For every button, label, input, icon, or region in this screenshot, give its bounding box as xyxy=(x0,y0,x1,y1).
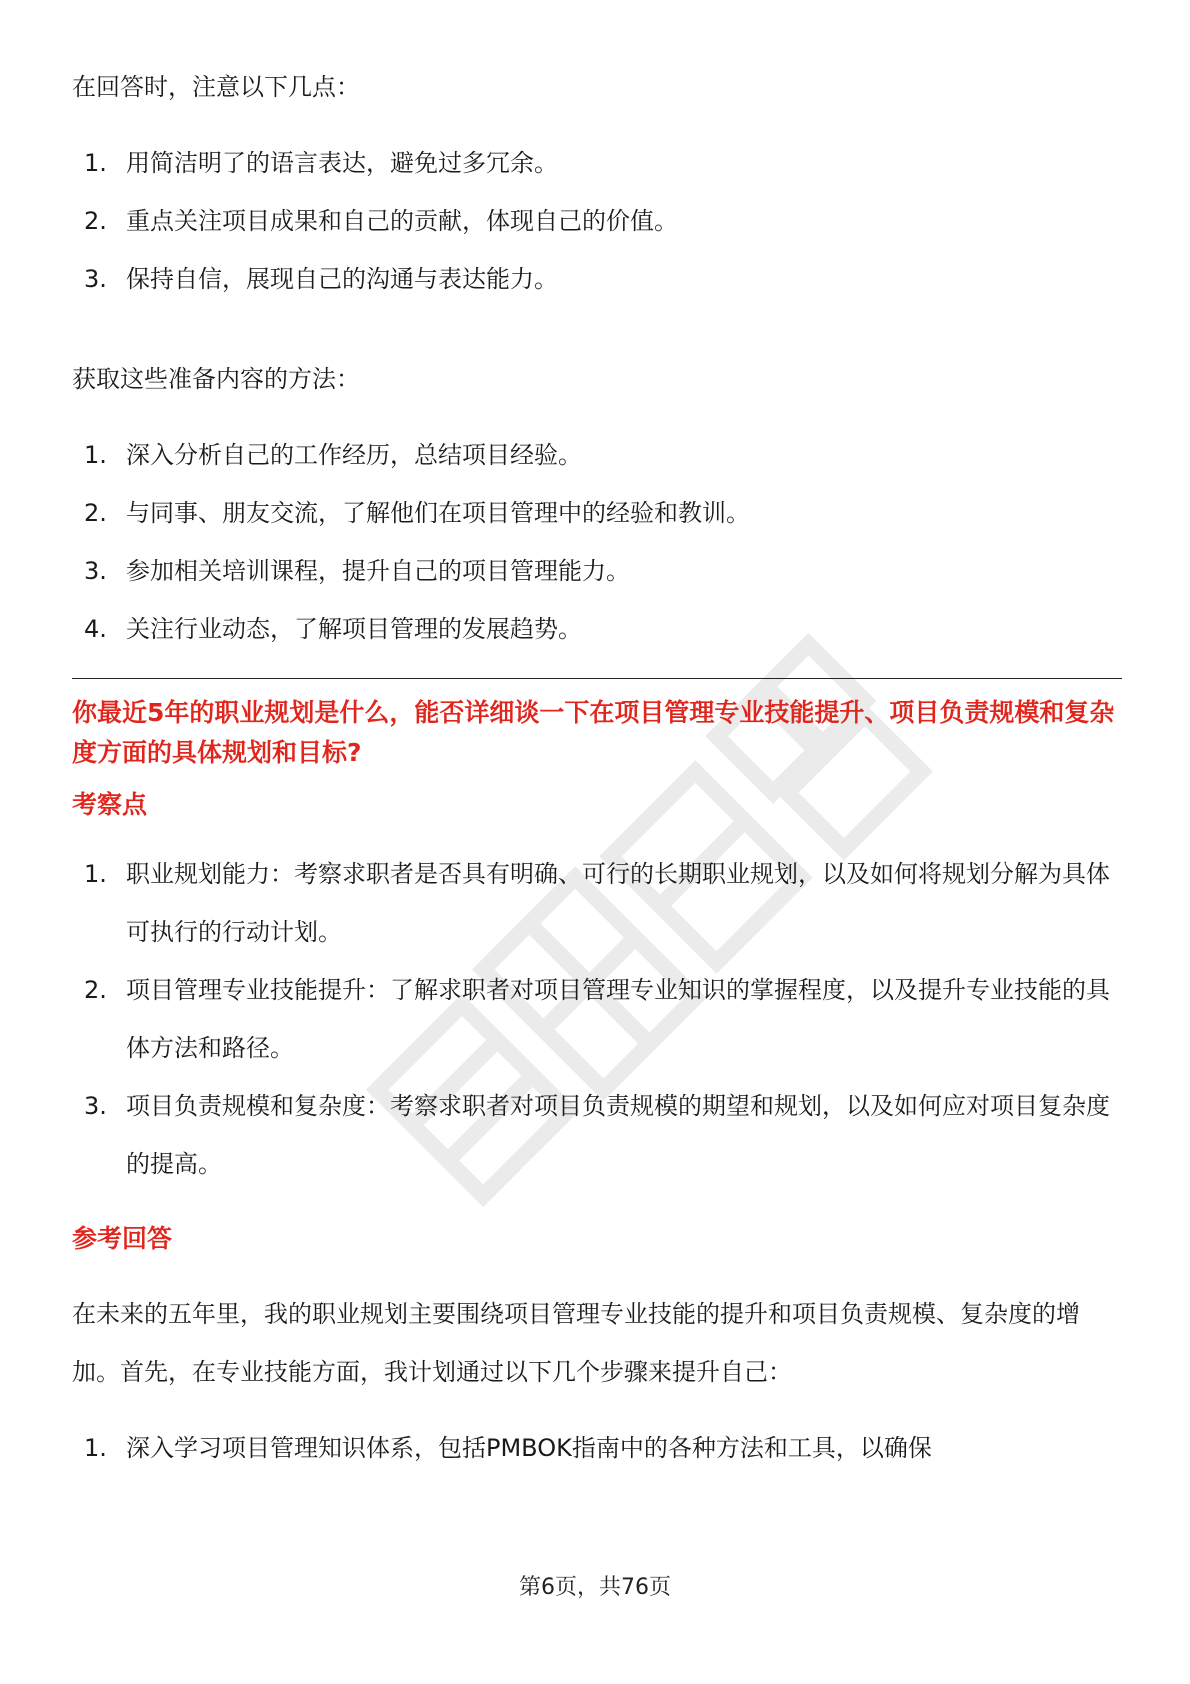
list-item-text: 重点关注项目成果和自己的贡献，体现自己的价值。 xyxy=(126,207,678,235)
list-number: 3. xyxy=(84,1092,107,1120)
list-number: 1. xyxy=(84,1434,107,1462)
methods-intro: 获取这些准备内容的方法： xyxy=(72,365,360,393)
answer-heading: 参考回答 xyxy=(72,1224,173,1253)
list-item xyxy=(72,542,1122,600)
list-item-text: 职业规划能力：考察求职者是否具有明确、可行的长期职业规划，以及如何将规划分解为具体可执行的行动计划。 xyxy=(126,860,1110,946)
focus-heading: 考察点 xyxy=(72,790,148,819)
list-number: 3. xyxy=(84,265,107,293)
list-item xyxy=(72,426,1122,484)
answer-steps-list xyxy=(72,1419,1122,1477)
list-item xyxy=(72,1419,1122,1477)
list-item xyxy=(72,250,1122,308)
page-content xyxy=(72,58,1122,1497)
list-item-text: 项目管理专业技能提升：了解求职者对项目管理专业知识的掌握程度，以及提升专业技能的具体方法和路径。 xyxy=(126,976,1110,1062)
list-number: 1. xyxy=(84,149,107,177)
list-item xyxy=(72,1077,1122,1193)
list-number: 1. xyxy=(84,441,107,469)
question-heading: 你最近5年的职业规划是什么，能否详细谈一下在项目管理专业技能提升、项目负责规模和复杂度方面的具体规划和目标? xyxy=(72,698,1115,767)
list-item xyxy=(72,192,1122,250)
list-item-text: 保持自信，展现自己的沟通与表达能力。 xyxy=(126,265,558,293)
tips-list xyxy=(72,134,1122,308)
focus-list xyxy=(72,845,1122,1193)
list-item-text: 参加相关培训课程，提升自己的项目管理能力。 xyxy=(126,557,630,585)
list-item-text: 深入分析自己的工作经历，总结项目经验。 xyxy=(126,441,582,469)
list-number: 2. xyxy=(84,499,107,527)
list-number: 1. xyxy=(84,860,107,888)
section-divider xyxy=(72,678,1122,679)
list-item xyxy=(72,484,1122,542)
list-item xyxy=(72,600,1122,658)
list-item xyxy=(72,845,1122,961)
list-item-text: 关注行业动态，了解项目管理的发展趋势。 xyxy=(126,615,582,643)
list-item xyxy=(72,961,1122,1077)
list-number: 3. xyxy=(84,557,107,585)
list-item-text: 与同事、朋友交流，了解他们在项目管理中的经验和教训。 xyxy=(126,499,750,527)
page-footer: 第6页，共76页 xyxy=(519,1575,671,1600)
methods-list xyxy=(72,426,1122,658)
list-number: 2. xyxy=(84,976,107,1004)
list-item-text: 用简洁明了的语言表达，避免过多冗余。 xyxy=(126,149,558,177)
list-item-text: 项目负责规模和复杂度：考察求职者对项目负责规模的期望和规划，以及如何应对项目复杂度的提高。 xyxy=(126,1092,1110,1178)
list-item-text: 深入学习项目管理知识体系，包括PMBOK指南中的各种方法和工具，以确保 xyxy=(126,1434,932,1462)
list-number: 2. xyxy=(84,207,107,235)
answer-paragraph: 在未来的五年里，我的职业规划主要围绕项目管理专业技能的提升和项目负责规模、复杂度的增加。首先，在专业技能方面，我计划通过以下几个步骤来提升自己： xyxy=(72,1300,1080,1386)
list-number: 4. xyxy=(84,615,107,643)
list-item xyxy=(72,134,1122,192)
tips-intro: 在回答时，注意以下几点： xyxy=(72,73,360,101)
